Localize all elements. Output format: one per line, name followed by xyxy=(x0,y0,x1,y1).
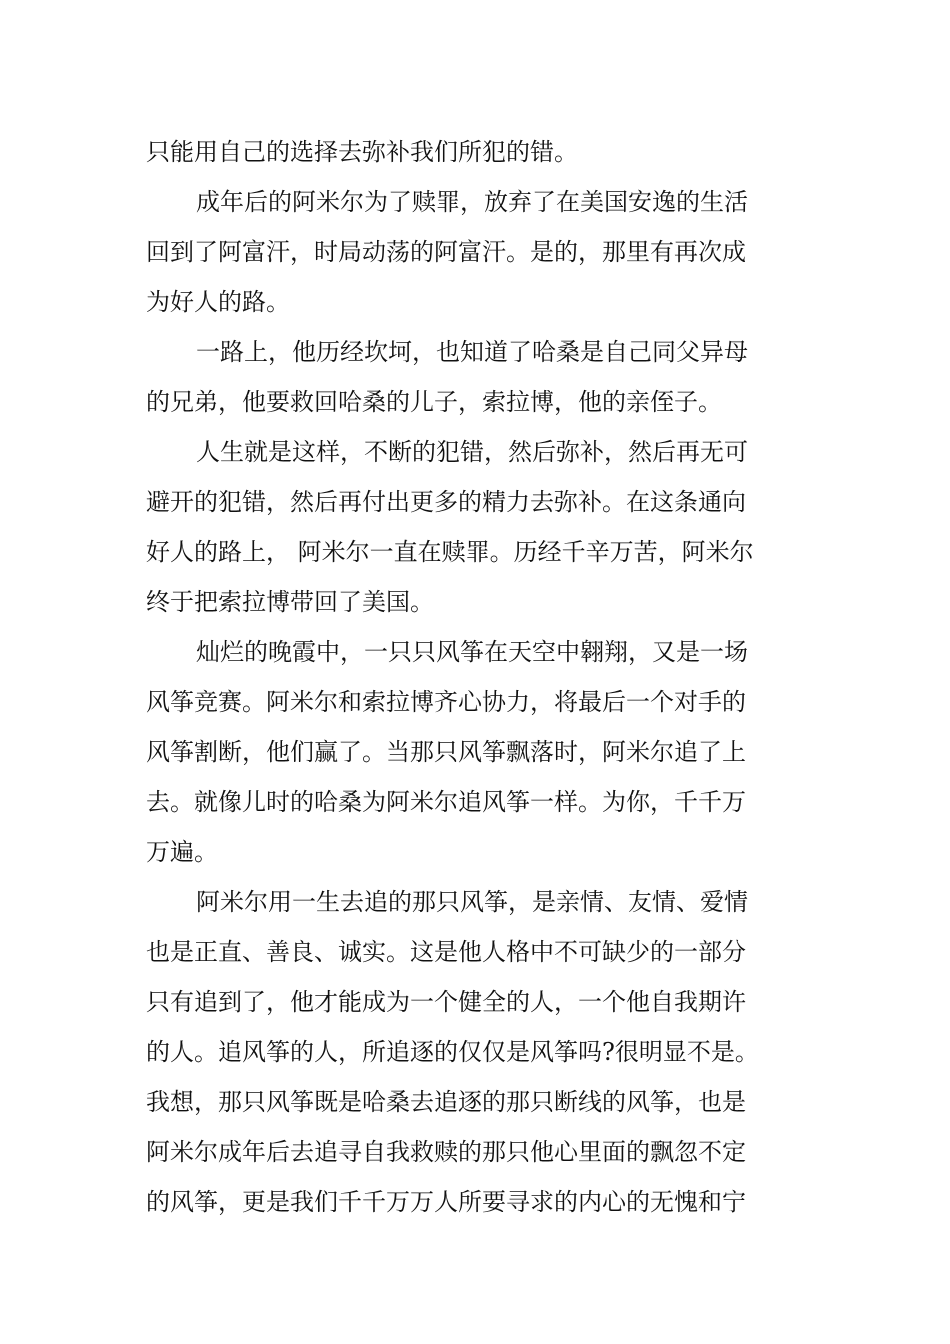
text-line: 风筝竞赛。阿米尔和索拉博齐心协力，将最后一个对手的 xyxy=(146,688,746,716)
text-line: 回到了阿富汗，时局动荡的阿富汗。是的，那里有再次成 xyxy=(146,238,746,266)
text-line: 只有追到了，他才能成为一个健全的人，一个他自我期许 xyxy=(146,988,746,1016)
text-line: 的风筝，更是我们千千万万人所要寻求的内心的无愧和宁 xyxy=(146,1188,746,1216)
text-line: 好人的路上， 阿米尔一直在赎罪。历经千辛万苦，阿米尔 xyxy=(146,538,754,566)
text-line: 万遍。 xyxy=(146,838,218,866)
text-line: 一路上，他历经坎坷，也知道了哈桑是自己同父异母 xyxy=(196,338,748,366)
text-line: 风筝割断，他们赢了。当那只风筝飘落时，阿米尔追了上 xyxy=(146,738,746,766)
text-line: 去。就像儿时的哈桑为阿米尔追风筝一样。为你，千千万 xyxy=(146,788,746,816)
text-line: 阿米尔成年后去追寻自我救赎的那只他心里面的飘忽不定 xyxy=(146,1138,746,1166)
text-line: 人生就是这样，不断的犯错，然后弥补，然后再无可 xyxy=(196,438,748,466)
text-line: 终于把索拉博带回了美国。 xyxy=(146,588,434,616)
text-line: 的兄弟，他要救回哈桑的儿子，索拉博，他的亲侄子。 xyxy=(146,388,722,416)
text-line: 只能用自己的选择去弥补我们所犯的错。 xyxy=(146,138,578,166)
text-line: 我想，那只风筝既是哈桑去追逐的那只断线的风筝，也是 xyxy=(146,1088,746,1116)
text-line: 成年后的阿米尔为了赎罪，放弃了在美国安逸的生活 xyxy=(196,188,748,216)
text-line: 避开的犯错，然后再付出更多的精力去弥补。在这条通向 xyxy=(146,488,746,516)
text-line: 阿米尔用一生去追的那只风筝，是亲情、友情、爱情 xyxy=(196,888,748,916)
text-line: 灿烂的晚霞中，一只只风筝在天空中翱翔，又是一场 xyxy=(196,638,748,666)
text-line: 也是正直、善良、诚实。这是他人格中不可缺少的一部分 xyxy=(146,938,746,966)
text-line: 为好人的路。 xyxy=(146,288,290,316)
text-line: 的人。追风筝的人，所追逐的仅仅是风筝吗?很明显不是。 xyxy=(146,1038,759,1066)
document-body xyxy=(146,127,826,1227)
